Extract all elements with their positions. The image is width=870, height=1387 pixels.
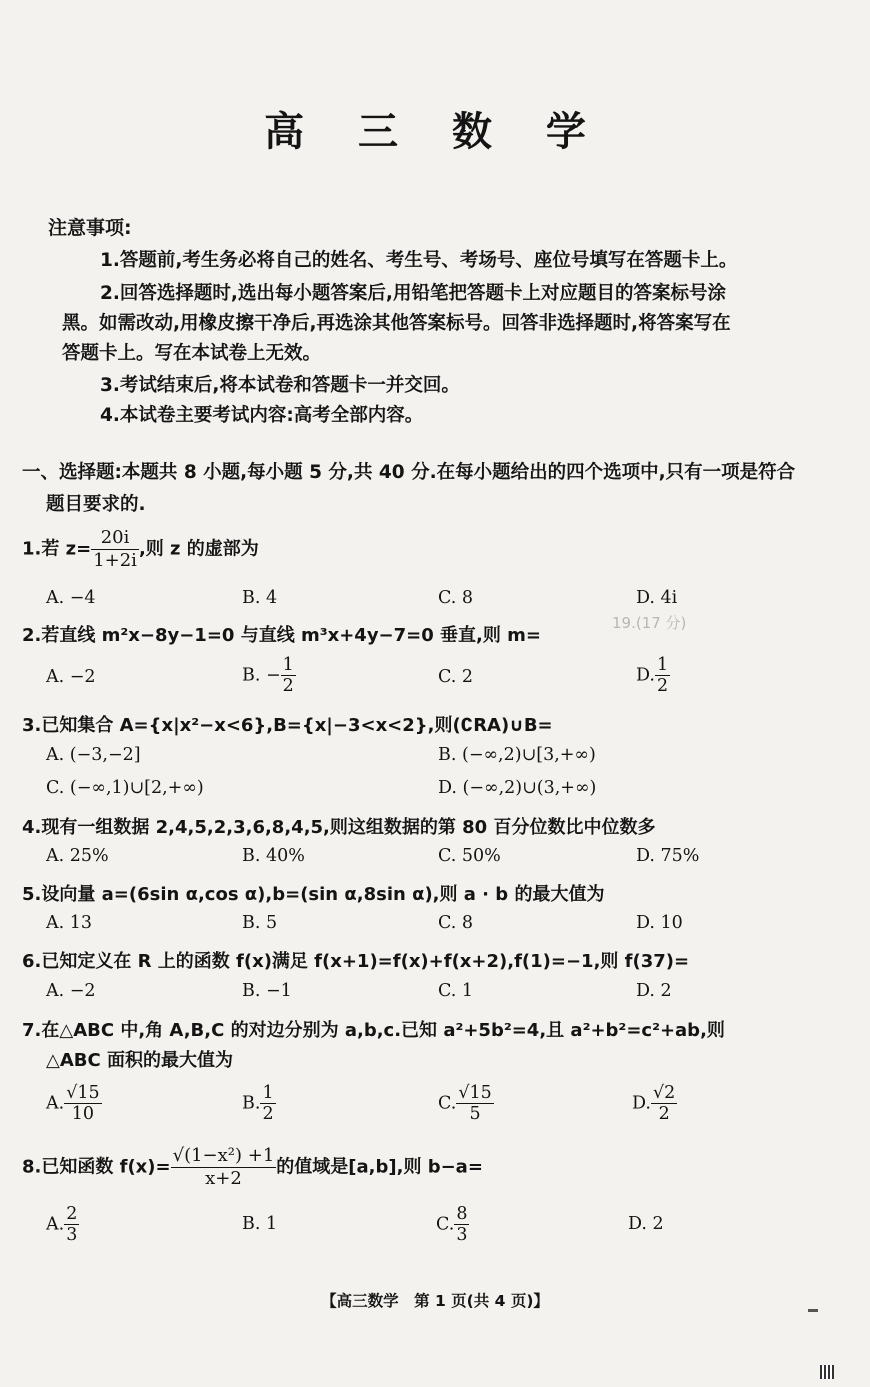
fraction <box>91 528 139 571</box>
option-d: D. 2 <box>628 1214 664 1234</box>
question-5: 5.设向量 a=(6sin α,cos α),b=(sin α,8sin α),则 a · b 的最大值为 <box>22 884 605 905</box>
bleed-through-text: 19.(17 分) <box>612 614 687 632</box>
question-4: 4.现有一组数据 2,4,5,2,3,6,8,4,5,则这组数据的第 80 百分位数比中位数多 <box>22 817 656 838</box>
option-d: D. 4i <box>636 588 678 608</box>
fraction-numerator: 8 <box>456 1204 468 1224</box>
question-7-cont: △ABC 面积的最大值为 <box>46 1050 233 1071</box>
fraction-denominator: 1+2i <box>93 549 137 571</box>
option-c: C. (−∞,1)∪[2,+∞) <box>46 778 204 798</box>
fraction-denominator: 3 <box>66 1225 78 1246</box>
option-b: B. (−∞,2)∪[3,+∞) <box>438 745 596 765</box>
notice-line: 2.回答选择题时,选出每小题答案后,用铅笔把答题卡上对应题目的答案标号涂 <box>100 283 726 304</box>
option-c: C. 50% <box>438 846 501 866</box>
fraction-denominator: 2 <box>262 1104 274 1125</box>
question-text: ,则 z 的虚部为 <box>138 538 259 560</box>
notice-line: 黑。如需改动,用橡皮擦干净后,再选涂其他答案标号。回答非选择题时,将答案写在 <box>62 313 731 334</box>
option-a: A. 25% <box>46 846 109 866</box>
option-a: A. −4 <box>46 588 96 608</box>
fraction-numerator: √15 <box>458 1083 492 1103</box>
option-a: A. −2 <box>46 981 96 1001</box>
option-c <box>436 1204 469 1246</box>
notice-heading: 注意事项: <box>48 217 132 239</box>
question-8 <box>22 1146 483 1189</box>
fraction <box>281 655 296 697</box>
section-heading-cont: 题目要求的. <box>46 494 146 515</box>
fraction-numerator: 20i <box>91 528 139 550</box>
option-a: A. (−3,−2] <box>46 745 141 765</box>
notice-line: 4.本试卷主要考试内容:高考全部内容。 <box>100 405 424 426</box>
fraction-numerator: 1 <box>656 655 669 675</box>
option-c: C. 8 <box>438 588 474 608</box>
option-label: A. <box>46 1214 65 1235</box>
fraction <box>456 1083 493 1125</box>
question-7: 7.在△ABC 中,角 A,B,C 的对边分别为 a,b,c.已知 a²+5b²=4,且 a²+b²=c²+ab,则 <box>22 1020 725 1041</box>
fraction <box>260 1083 275 1125</box>
option-d <box>636 655 670 697</box>
question-text: 8.已知函数 f(x)= <box>22 1156 171 1178</box>
fraction <box>651 1083 677 1125</box>
option-b: B. 40% <box>242 846 305 866</box>
option-a: A. 13 <box>46 913 93 933</box>
fraction-numerator: √2 <box>652 1083 676 1103</box>
question-text: 的值域是[a,b],则 b−a= <box>276 1156 483 1178</box>
fraction <box>64 1083 101 1125</box>
fraction <box>655 655 670 697</box>
option-d: D. (−∞,2)∪(3,+∞) <box>438 778 597 798</box>
scan-mark <box>808 1309 818 1312</box>
fraction-denominator: 2 <box>658 1104 670 1125</box>
option-c: C. 2 <box>438 667 474 687</box>
question-3: 3.已知集合 A={x|x²−x<6},B={x|−3<x<2},则(∁RA)∪B= <box>22 715 553 736</box>
fraction-denominator: 5 <box>469 1104 481 1125</box>
option-b: B. 1 <box>242 1214 278 1234</box>
notice-line: 1.答题前,考生务必将自己的姓名、考生号、考场号、座位号填写在答题卡上。 <box>100 250 738 271</box>
option-c <box>438 1083 494 1125</box>
fraction-denominator: 10 <box>71 1104 95 1125</box>
notice-line: 3.考试结束后,将本试卷和答题卡一并交回。 <box>100 375 460 396</box>
option-a: A. −2 <box>46 667 96 687</box>
fraction-numerator: √(1−x²) +1 <box>172 1145 275 1166</box>
option-c: C. 1 <box>438 981 474 1001</box>
option-label: C. <box>436 1214 455 1235</box>
question-2: 2.若直线 m²x−8y−1=0 与直线 m³x+4y−7=0 垂直,则 m= <box>22 625 541 646</box>
option-d: D. 75% <box>636 846 700 866</box>
fraction-denominator: 2 <box>282 676 294 697</box>
option-a <box>46 1204 79 1246</box>
fraction-denominator: 2 <box>656 676 669 697</box>
option-a <box>46 1083 102 1125</box>
page-footer: 【高三数学 第 1 页(共 4 页)】 <box>321 1292 549 1310</box>
option-d <box>632 1083 677 1125</box>
option-d: D. 2 <box>636 981 672 1001</box>
question-1 <box>22 528 259 571</box>
fraction-denominator: 3 <box>456 1225 468 1246</box>
option-label: B. − <box>242 665 281 686</box>
fraction <box>64 1204 79 1246</box>
option-label: D. <box>632 1093 651 1114</box>
option-label: B. <box>242 1093 261 1114</box>
option-b <box>242 655 296 697</box>
option-c: C. 8 <box>438 913 474 933</box>
option-b: B. −1 <box>242 981 292 1001</box>
notice-line: 答题卡上。写在本试卷上无效。 <box>62 343 322 364</box>
section-heading: 一、选择题:本题共 8 小题,每小题 5 分,共 40 分.在每小题给出的四个选项中,只有一项是符合 <box>22 462 796 483</box>
fraction <box>171 1146 277 1189</box>
fraction-numerator: 1 <box>262 1083 274 1103</box>
option-label: A. <box>46 1093 65 1114</box>
option-b <box>242 1083 276 1125</box>
option-label: D. <box>636 665 655 686</box>
fraction-numerator: √15 <box>66 1083 100 1103</box>
fraction-numerator: 2 <box>66 1204 78 1224</box>
qr-code-icon <box>820 1365 834 1379</box>
question-6: 6.已知定义在 R 上的函数 f(x)满足 f(x+1)=f(x)+f(x+2),f(1)=−1,则 f(37)= <box>22 951 690 972</box>
option-label: C. <box>438 1093 457 1114</box>
fraction-denominator: x+2 <box>205 1167 242 1189</box>
option-b: B. 5 <box>242 913 278 933</box>
fraction-numerator: 1 <box>282 655 294 675</box>
option-d: D. 10 <box>636 913 683 933</box>
page-title: 高 三 数 学 <box>264 109 606 155</box>
question-text: 1.若 z= <box>22 538 92 560</box>
fraction <box>454 1204 469 1246</box>
option-b: B. 4 <box>242 588 278 608</box>
